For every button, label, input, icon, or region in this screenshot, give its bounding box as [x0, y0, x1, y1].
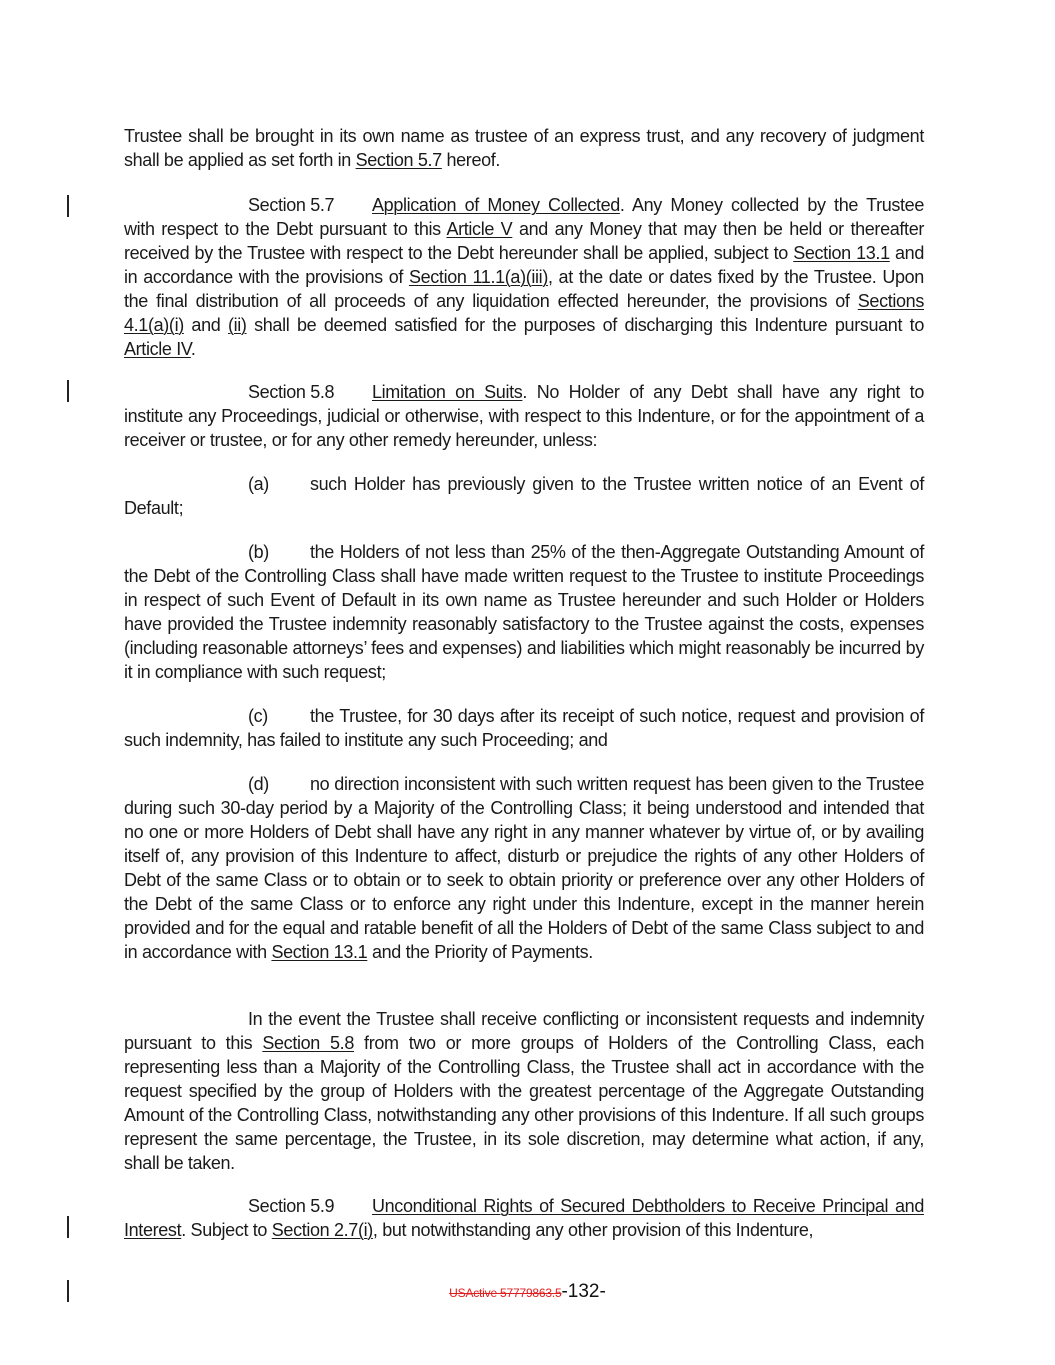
change-bar: [67, 195, 69, 217]
clause-text: such Holder has previously given to the Trustee written notice of an Event of Default;: [124, 474, 924, 518]
cross-reference-link[interactable]: Section 13.1: [793, 243, 890, 263]
section-5-9: [124, 1194, 924, 1242]
clause-label: (d): [248, 774, 269, 794]
paragraph-text: and: [183, 315, 228, 335]
clause-text: the Trustee, for 30 days after its receipt of such notice, request and provision of such indemnity, has failed to institute any such Proceeding; and: [124, 706, 924, 750]
paragraph-text: hereof.: [441, 150, 501, 170]
clause-b: [124, 540, 924, 684]
section-title: Limitation on Suits: [372, 382, 523, 402]
clause-label: (b): [248, 542, 269, 562]
section-number: Section 5.7: [248, 195, 335, 215]
cross-reference-link[interactable]: Section 5.8: [262, 1033, 354, 1053]
change-bar: [67, 380, 69, 402]
clause-text: no direction inconsistent with such written request has been given to the Trustee during such 30-day period by a Majority of the Controlling Class; it being understood and intended that no one or more Holders of Debt shall have any right in any manner whatever by virtue of, or by availing itself of, any provision of this Indenture to affect, disturb or prejudice the rights of any other Holders of Debt of the same Class or to obtain or to seek to obtain priority or preference over any other Holders of the Debt of the same Class or to enforce any right under this Indenture, except in the manner herein provided and for the equal and ratable benefit of all the Holders of Debt of the same Class subject to and in accordance with: [124, 774, 924, 962]
paragraph-text: , but notwithstanding any other provision of this Indenture,: [372, 1220, 814, 1240]
clause-label: (a): [248, 474, 269, 494]
paragraph-text: and any Money that may then be held or thereafter received by the Trustee with respect to the Debt hereunder shall be applied, subject to: [124, 219, 925, 263]
paragraph-text: Trustee shall be brought in its own name as trustee of an express trust, and any recovery of judgment shall be applied as set forth in: [124, 126, 924, 170]
section-5-7: [124, 193, 924, 361]
paragraph-text: . No Holder of any Debt shall have any right to institute any Proceedings, judicial or otherwise, with respect to this Indenture, or for the appointment of a receiver or trustee, or for any other remedy hereunder, unless:: [124, 382, 924, 450]
paragraph-text: .: [190, 339, 196, 359]
cross-reference-link[interactable]: Section 5.7: [355, 150, 442, 170]
paragraph-text: and in accordance with the provisions of: [124, 243, 925, 287]
section-title: Unconditional Rights of Secured Debtholders to Receive Principal and Interest: [124, 1196, 924, 1240]
paragraph-conflicting-requests: [124, 1007, 924, 1175]
deleted-document-id: USActive 57779863.5: [449, 1286, 562, 1300]
paragraph-text: from two or more groups of Holders of the Controlling Class, each representing less than a Majority of the Controlling Class, the Trustee shall act in accordance with the request specified by the group of Holders with the greatest percentage of the Aggregate Outstanding Amount of the Controlling Class, notwithstanding any other provisions of this Indenture. If all such groups represent the same percentage, the Trustee, in its sole discretion, may determine what action, if any, shall be taken.: [124, 1033, 925, 1173]
paragraph-text: . Any Money collected by the Trustee with respect to the Debt pursuant to this: [124, 195, 924, 239]
paragraph-continuation: [124, 124, 924, 172]
cross-reference-link[interactable]: (ii): [227, 315, 247, 335]
section-title: Application of Money Collected: [372, 195, 620, 215]
cross-reference-link[interactable]: Article V: [446, 219, 513, 239]
section-5-8: [124, 380, 924, 452]
cross-reference-link[interactable]: Section 13.1: [271, 942, 368, 962]
page-footer: [0, 1280, 1055, 1305]
paragraph-text: . Subject to: [181, 1220, 272, 1240]
paragraph-text: shall be deemed satisfied for the purposes of discharging this Indenture pursuant to: [246, 315, 924, 335]
clause-text: the Holders of not less than 25% of the then-Aggregate Outstanding Amount of the Debt of the Controlling Class shall have made written request to the Trustee to institute Proceedings in respect of such Event of Default in its own name as Trustee hereunder and such Holder or Holders have provided the Trustee indemnity reasonably satisfactory to the Trustee against the costs, expenses (including reasonable attorneys’ fees and expenses) and liabilities which might reasonably be incurred by it in compliance with such request;: [124, 542, 924, 682]
clause-a: [124, 472, 924, 520]
clause-c: [124, 704, 924, 752]
cross-reference-link[interactable]: Sections 4.1(a)(i): [124, 291, 924, 335]
cross-reference-link[interactable]: Section 2.7(i): [271, 1220, 373, 1240]
clause-label: (c): [248, 706, 268, 726]
clause-d: [124, 772, 924, 964]
cross-reference-link[interactable]: Article IV: [124, 339, 191, 359]
change-bar: [67, 1216, 69, 1238]
section-number: Section 5.8: [248, 382, 335, 402]
paragraph-text: , at the date or dates fixed by the Trustee. Upon the final distribution of all proceeds of any liquidation effected hereunder, the provisions of: [124, 267, 924, 311]
cross-reference-link[interactable]: Section 11.1(a)(iii): [408, 267, 548, 287]
page-number: -132-: [561, 1281, 606, 1302]
paragraph-text: In the event the Trustee shall receive conflicting or inconsistent requests and indemnity pursuant to this: [124, 1009, 924, 1053]
clause-text: and the Priority of Payments.: [367, 942, 593, 962]
section-number: Section 5.9: [248, 1196, 335, 1216]
